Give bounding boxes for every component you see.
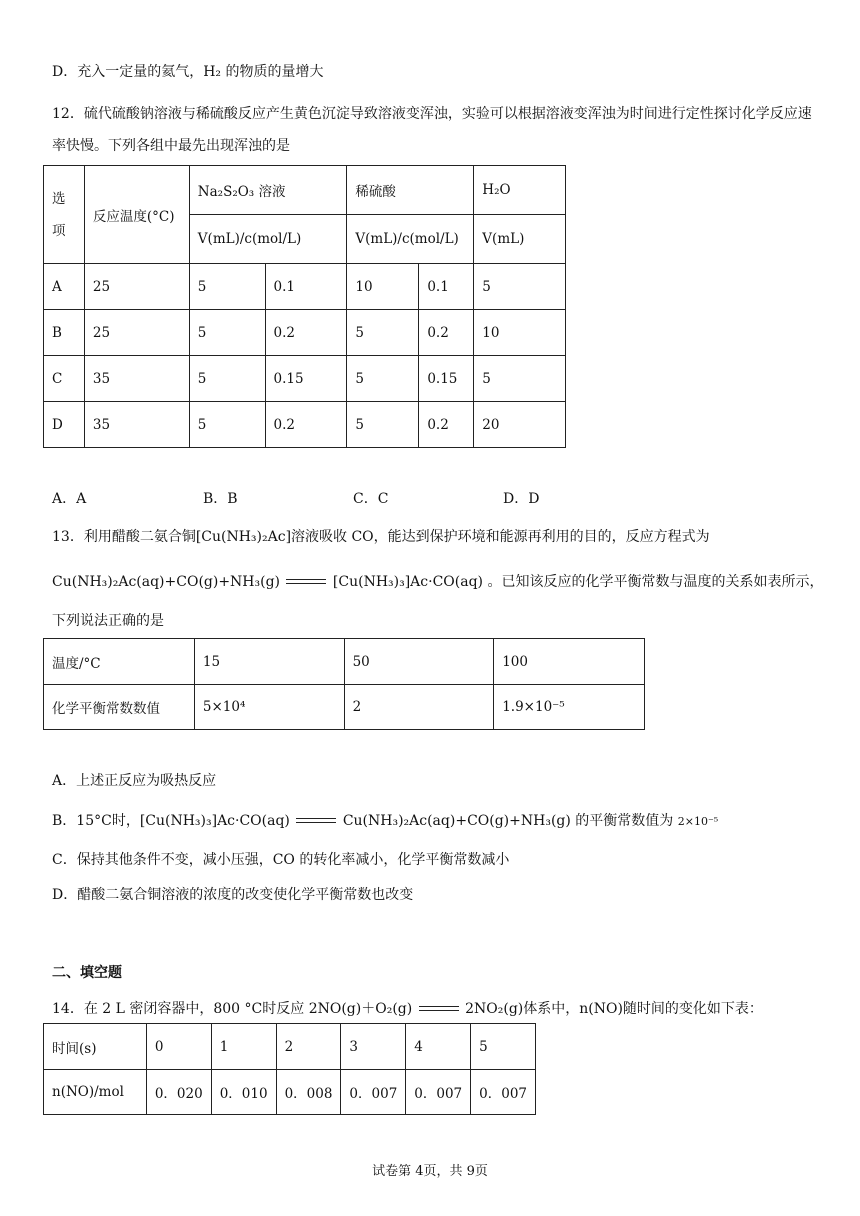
q11-option-d: D．充入一定量的氦气，H₂ 的物质的量增大	[52, 64, 324, 80]
q12-header-h2o: H₂O	[474, 166, 566, 215]
q12-subheader-vc2: V(mL)/c(mol/L)	[347, 215, 474, 264]
equilibrium-arrow-icon	[296, 816, 336, 826]
table-cell: 0.15	[419, 356, 474, 402]
table-header-temp: 温度/°C	[44, 639, 195, 685]
table-cell: 0.1	[265, 264, 347, 310]
table-row	[44, 639, 645, 685]
table-header-time: 时间(s)	[44, 1024, 147, 1070]
table-cell: 2	[276, 1024, 341, 1070]
table-cell: 5	[347, 310, 419, 356]
table-cell: 0.2	[419, 402, 474, 448]
table-row	[44, 685, 645, 730]
table-cell: 5	[474, 264, 566, 310]
table-cell: 25	[84, 264, 189, 310]
section-title: 二、填空题	[52, 965, 122, 981]
table-cell: A	[44, 264, 85, 310]
q13-option-c: C．保持其他条件不变，减小压强，CO 的转化率减小，化学平衡常数减小	[52, 852, 510, 868]
table-cell: 5	[474, 356, 566, 402]
table-cell: 0．007	[471, 1070, 536, 1115]
q14-stem-part1: 14．在 2 L 密闭容器中，800 °C时反应 2NO(g)＋O₂(g)	[52, 1001, 413, 1017]
table-cell: 10	[474, 310, 566, 356]
q12-option-a: A．A	[52, 491, 87, 507]
table-header-n: n(NO)/mol	[44, 1070, 147, 1115]
table-cell: 25	[84, 310, 189, 356]
table-cell: 5	[347, 402, 419, 448]
q13-equation	[52, 572, 823, 592]
q13-option-d: D．醋酸二氨合铜溶液的浓度的改变使化学平衡常数也改变	[52, 887, 414, 903]
table-cell: 0.2	[265, 310, 347, 356]
table-cell: 0．007	[406, 1070, 471, 1115]
table-cell: 35	[84, 402, 189, 448]
table-header-k: 化学平衡常数数值	[44, 685, 195, 730]
table-cell: 0.15	[265, 356, 347, 402]
q13-stem: 13．利用醋酸二氨合铜[Cu(NH₃)₂Ac]溶液吸收 CO，能达到保护环境和能源再利用的目的，反应方程式为	[52, 529, 710, 545]
table-cell: D	[44, 402, 85, 448]
q12-header-na2s2o3: Na₂S₂O₃ 溶液	[189, 166, 347, 215]
table-cell: 0．010	[211, 1070, 276, 1115]
table-cell: 5	[347, 356, 419, 402]
table-row	[44, 264, 566, 310]
q12-table	[43, 165, 566, 448]
table-row	[44, 1024, 536, 1070]
table-cell: 3	[341, 1024, 406, 1070]
table-row	[44, 402, 566, 448]
q12-stem: 12．硫代硫酸钠溶液与稀硫酸反应产生黄色沉淀导致溶液变浑浊，实验可以根据溶液变浑浊为时间进行定性探讨化学反应速率快慢。下列各组中最先出现浑浊的是	[52, 106, 812, 154]
table-cell: 10	[347, 264, 419, 310]
table-cell: 0.2	[419, 310, 474, 356]
q12-subheader-v: V(mL)	[474, 215, 566, 264]
table-cell: 0.2	[265, 402, 347, 448]
table-cell: 5	[189, 356, 265, 402]
option-b-value: 2×10⁻⁵	[677, 815, 719, 828]
table-cell: 50	[344, 639, 494, 685]
q12-option-b: B．B	[203, 491, 238, 507]
q12-header-h2so4: 稀硫酸	[347, 166, 474, 215]
table-cell: 35	[84, 356, 189, 402]
q13-stem-end: 下列说法正确的是	[52, 613, 164, 629]
table-cell: 0.1	[419, 264, 474, 310]
table-cell: 0．020	[146, 1070, 211, 1115]
page-footer: 试卷第 4页，共 9页	[372, 1164, 488, 1179]
table-cell: 1	[211, 1024, 276, 1070]
q13-stem-continued: 。已知该反应的化学平衡常数与温度的关系如表所示，	[487, 574, 824, 590]
table-cell: 0	[146, 1024, 211, 1070]
table-cell: 100	[494, 639, 645, 685]
q12-header-option: 选项	[44, 166, 85, 264]
q14-stem-part2: 2NO₂(g)体系中，n(NO)随时间的变化如下表：	[465, 1001, 763, 1017]
table-cell: 5	[189, 264, 265, 310]
equilibrium-arrow-icon	[286, 577, 326, 587]
q13-option-b	[52, 811, 718, 832]
equation-right: [Cu(NH₃)₃]Ac·CO(aq)	[332, 574, 484, 590]
table-cell: 2	[344, 685, 494, 730]
q12-option-d: D．D	[503, 491, 540, 507]
option-b-part2: Cu(NH₃)₂Ac(aq)+CO(g)+NH₃(g) 的平衡常数值为	[342, 813, 674, 829]
table-cell: B	[44, 310, 85, 356]
table-cell: 4	[406, 1024, 471, 1070]
table-cell: 15	[194, 639, 344, 685]
table-row	[44, 356, 566, 402]
option-b-part1: B．15°C时，[Cu(NH₃)₃]Ac·CO(aq)	[52, 813, 290, 829]
q12-option-c: C．C	[353, 491, 389, 507]
table-row	[44, 310, 566, 356]
table-cell: 1.9×10⁻⁵	[494, 685, 645, 730]
table-cell: 5	[471, 1024, 536, 1070]
q12-header-temp: 反应温度(°C)	[84, 166, 189, 264]
table-cell: 0．007	[341, 1070, 406, 1115]
q14-table	[43, 1023, 536, 1115]
q14-stem	[52, 999, 763, 1019]
table-cell: 5	[189, 402, 265, 448]
q13-option-a: A．上述正反应为吸热反应	[52, 773, 217, 789]
q13-table	[43, 638, 645, 730]
equation-left: Cu(NH₃)₂Ac(aq)+CO(g)+NH₃(g)	[52, 574, 281, 590]
equilibrium-arrow-icon	[419, 1004, 459, 1014]
table-cell: 0．008	[276, 1070, 341, 1115]
table-cell: 5	[189, 310, 265, 356]
table-cell: C	[44, 356, 85, 402]
table-cell: 20	[474, 402, 566, 448]
table-cell: 5×10⁴	[194, 685, 344, 730]
q12-subheader-vc1: V(mL)/c(mol/L)	[189, 215, 347, 264]
table-row	[44, 1070, 536, 1115]
